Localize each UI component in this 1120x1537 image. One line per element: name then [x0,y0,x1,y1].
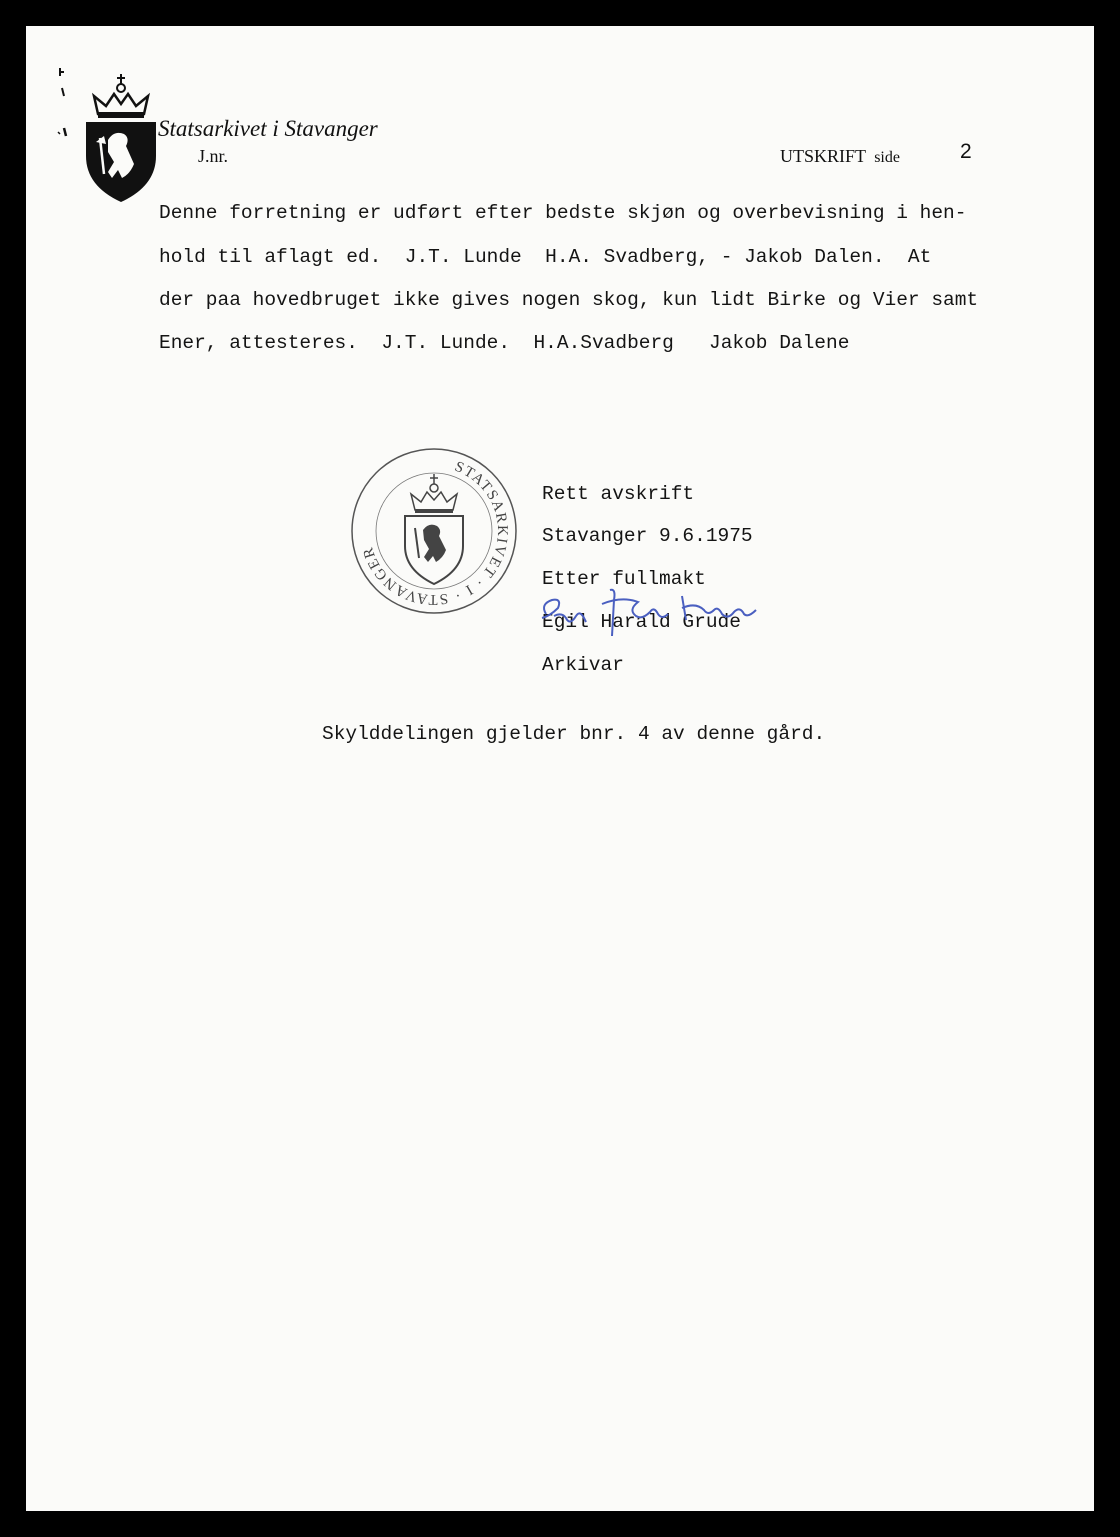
body-line-1: Denne forretning er udført efter bedste skjøn og overbevisning i hen- [159,202,967,224]
utskrift-label: UTSKRIFT [780,146,866,166]
certification-line-3: Etter fullmakt [542,568,706,590]
body-line-4: Ener, attesteres. J.T. Lunde. H.A.Svadberg Jakob Dalene [159,332,850,354]
document-page [26,26,1094,1511]
page-number: 2 [960,140,972,163]
journal-number-label: J.nr. [198,146,229,166]
certification-line-2: Stavanger 9.6.1975 [542,525,753,547]
body-line-3: der paa hovedbruget ikke gives nogen skog, kun lidt Birke og Vier samt [159,289,979,311]
certification-line-1: Rett avskrift [542,483,695,505]
certification-line-5: Arkivar [542,654,624,676]
institution-name: Statsarkivet i Stavanger [158,116,378,141]
utskrift-header [780,146,900,167]
margin-marks [54,66,74,146]
side-label: side [874,149,900,166]
handwritten-signature [532,586,792,636]
body-line-2: hold til aflagt ed. J.T. Lunde H.A. Svadberg, - Jakob Dalen. At [159,246,932,268]
archive-seal-icon [349,446,519,616]
seal-text: STATSARKIVET · I · STAVANGER [359,458,511,608]
crest-icon [78,74,164,204]
certification-line-4: Egil Harald Grude [542,611,741,633]
parcel-note: Skylddelingen gjelder bnr. 4 av denne gård. [322,723,826,745]
